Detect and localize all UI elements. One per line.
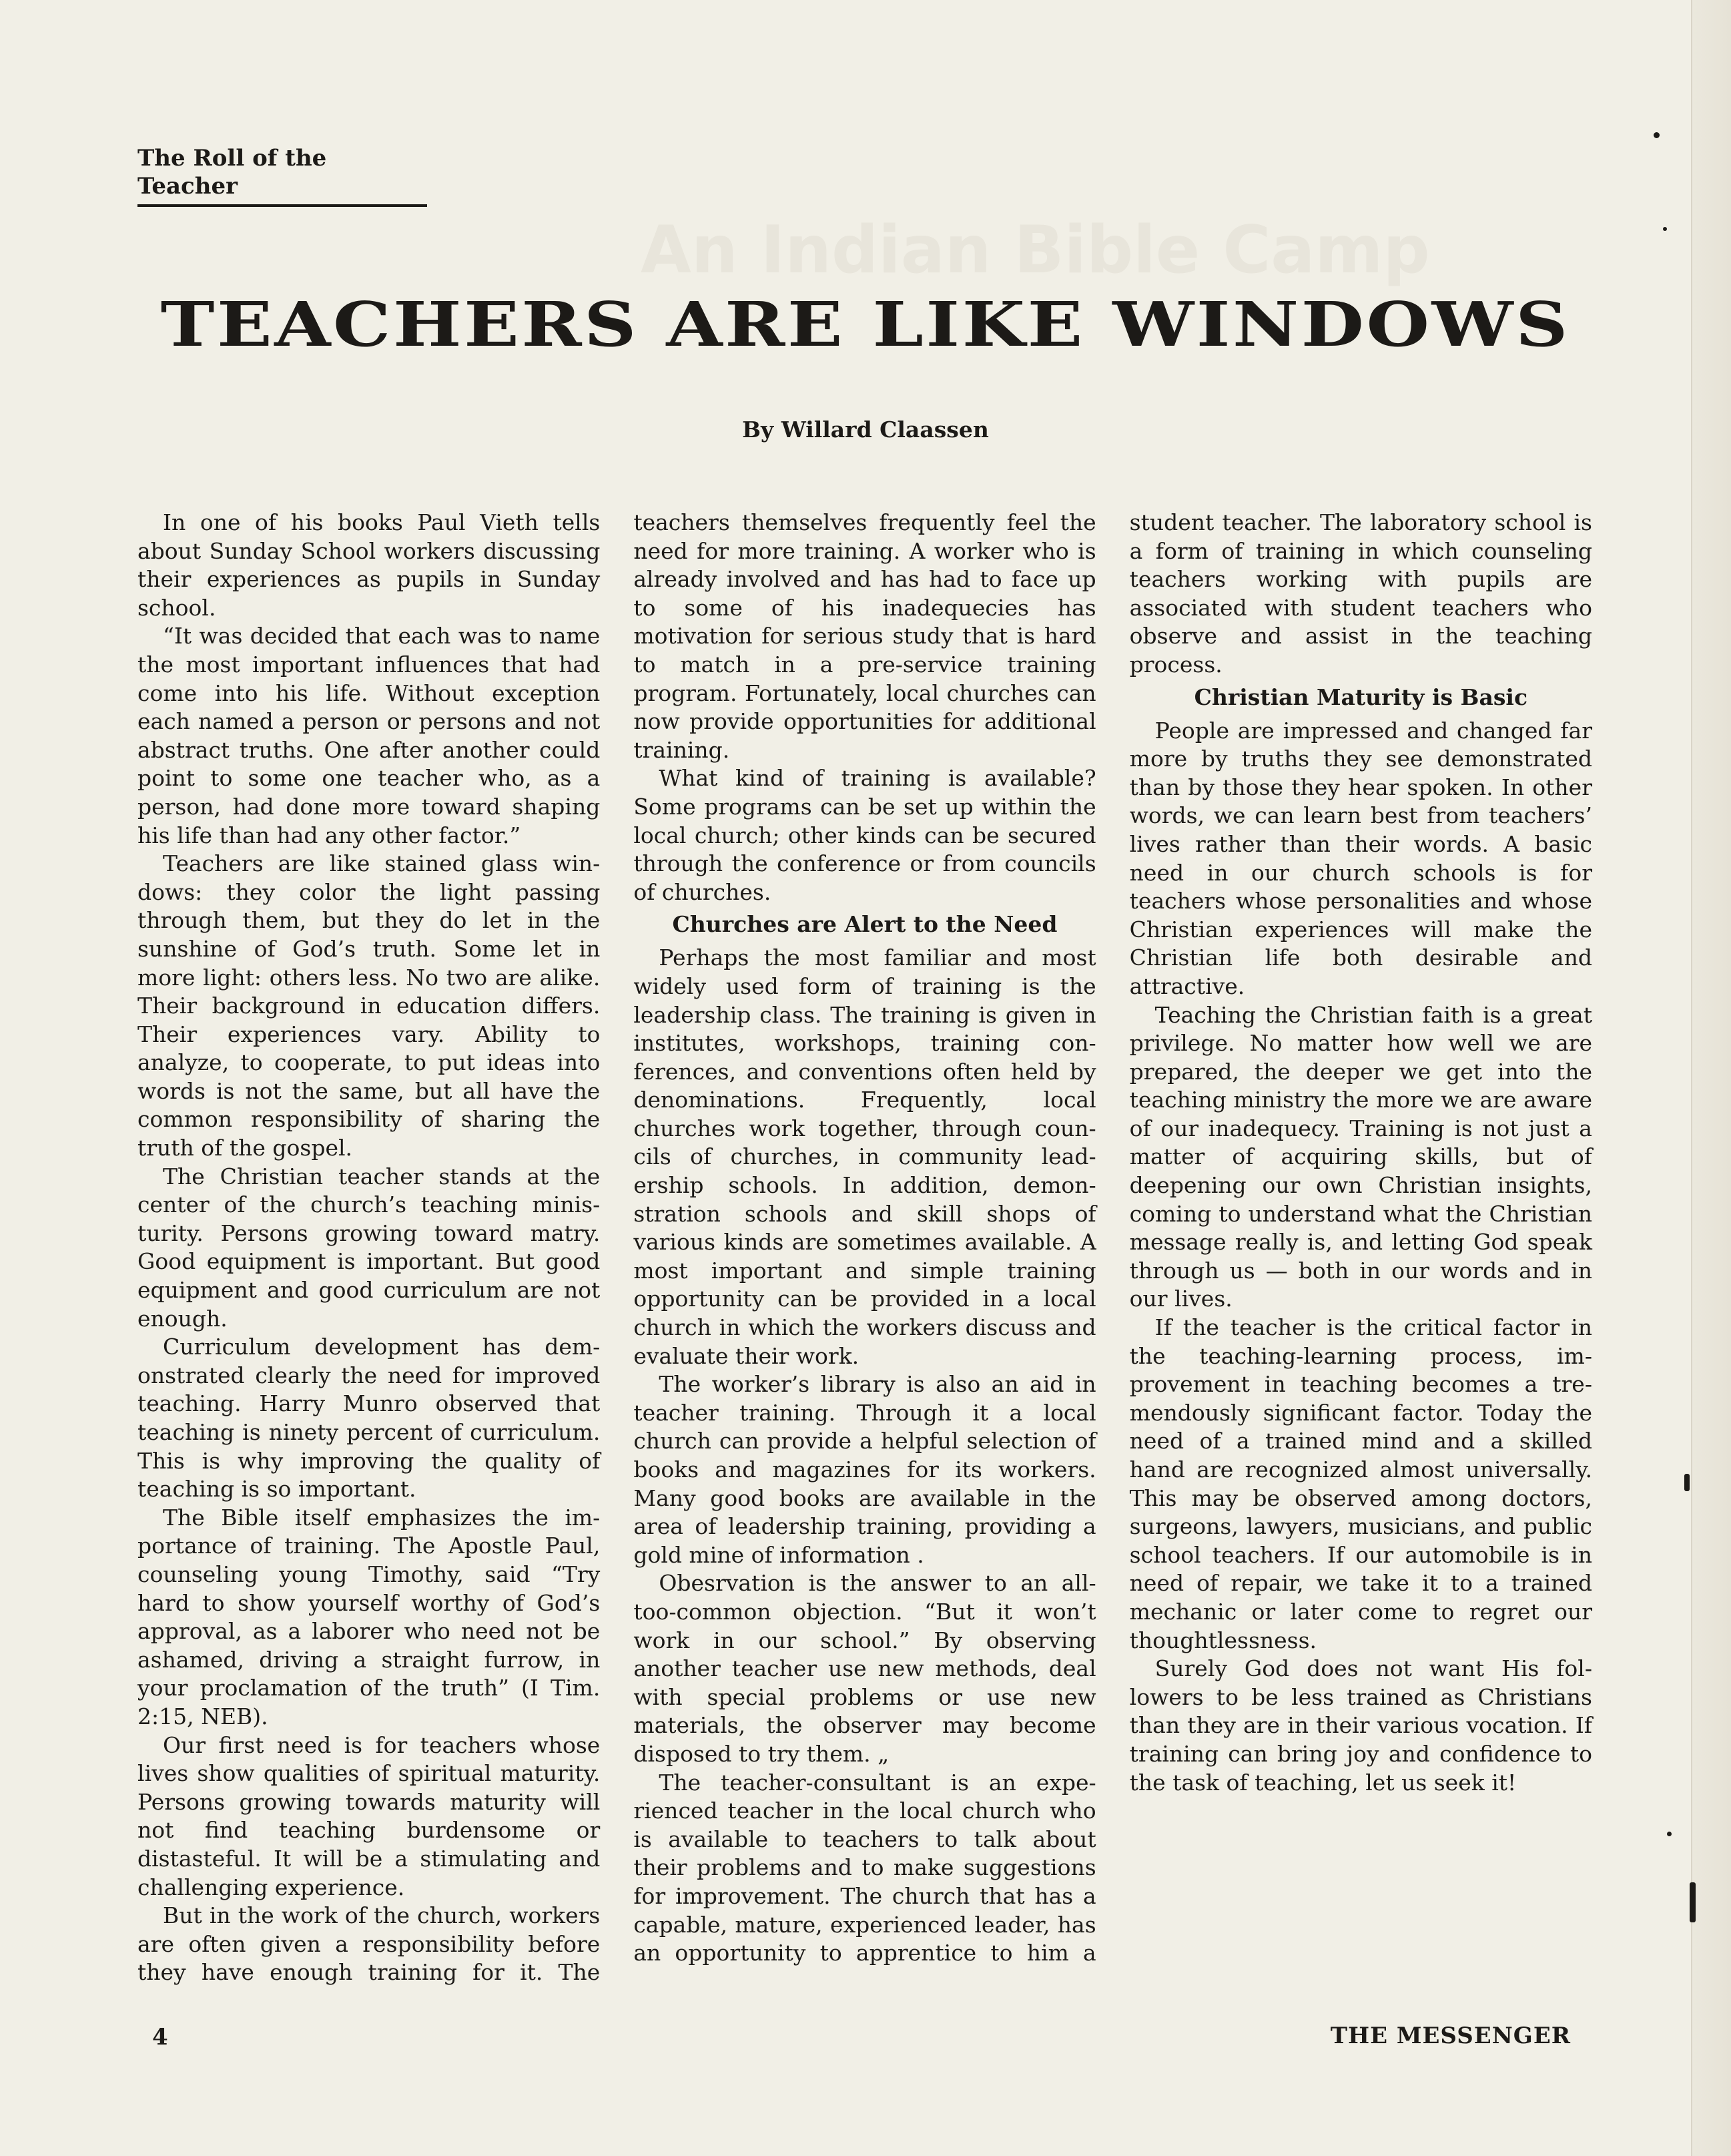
paragraph: Teachers are like stained glass windows: they color the light passing through them, but they do let in the sunshine of God’s truth. Some let in more light: others less. No two are alike. Their background in education differs. Their experiences vary. Ability to analyze, to cooperate, to put ideas into words is not the same, but all have the common responsibility of sharing the truth of the gospel. [137, 850, 601, 1161]
paragraph: The worker’s library is also an aid in teacher training. Through it a local church can provide a helpful selection of books and magazines for its workers. Many good books are available in the area of leadership training, providing a gold mine of information . [633, 1371, 1096, 1568]
subheading-christian-maturity: Christian Maturity is Basic [1194, 684, 1528, 710]
paragraph: “It was decided that each was to name the most important influences that had come into his life. Without exception each named a person or persons and not abstract truths. One after another could point to some one teacher who, as a person, had done more toward shaping his life than had any other factor.” [137, 623, 601, 848]
byline: By Willard Claassen [742, 417, 989, 443]
paragraph: Obesrvation is the answer to an all-too-common objection. “But it won’t work in our school.” By observing another teacher use new methods, deal with special problems or use new materials, the observer may become disposed to try them. „ [633, 1570, 1096, 1767]
paragraph: Surely God does not want His followers to be less trained as Christians than they are in their various vocation. If training can bring joy and confidence to the task of teaching, let us seek it! [1129, 1655, 1592, 1796]
paragraph: But in the work of the church, workers are often given a responsibility before they have enough training for it. The teachers themselves frequently feel the need for more training. A worker who is already involved and has had to face up to some of his inadequecies has motivation for serious study that is hard to match in a pre-service training program. Fortunately, local churches can now provide opportunities for additional training. [137, 509, 1096, 1986]
section-label: The Roll of the Teacher [137, 144, 427, 207]
bleed-through-text: An Indian Bible Camp [641, 212, 1430, 288]
paragraph: If the teacher is the critical factor in the teaching-learning process, improvement in teaching becomes a tremendously significant factor. Today the need of a trained mind and a skilled hand are recognized almost universally. This may be observed among doctors, surgeons, lawyers, musicians, and public school teachers. If our automobile is in need of repair, we take it to a trained mechanic or later come to regret our thoughtlessness. [1129, 1314, 1592, 1653]
print-speck [1663, 227, 1667, 231]
paragraph: What kind of training is available? Some programs can be set up within the local church; other kinds can be secured through the conference or from councils of churches. [633, 765, 1096, 905]
paragraph: Curriculum development has demonstrated clearly the need for improved teaching. Harry Munro observed that teaching is ninety percent of curriculum. This is why improving the quality of teaching is so important. [137, 1334, 601, 1503]
subheading-churches-alert: Churches are Alert to the Need [672, 911, 1058, 938]
print-speck [1654, 132, 1660, 138]
page-number: 4 [152, 2024, 168, 2051]
article-title: TEACHERS ARE LIKE WINDOWS [160, 288, 1570, 360]
paragraph: The Christian teacher stands at the center of the church’s teaching ministurity. Persons growing toward matry. Good equipment is important. But good equipment and good curriculum are not enough. [137, 1163, 601, 1332]
magazine-name: THE MESSENGER [1330, 2023, 1571, 2049]
paragraph: Perhaps the most familiar and most widely used form of training is the leadership class. The training is given in institutes, workshops, training conferences, and conventions often held by denominations. Frequently, local churches work together, through councils of churches, in community leadership schools. In addition, demonstration schools and skill shops of various kinds are sometimes available. A most important and simple training opportunity can be provided in a local church in which the workers discuss and evaluate their work. [633, 945, 1096, 1369]
print-speck [1684, 1474, 1690, 1491]
paragraph: The teacher-consultant is an experienced teacher in the local church who is available to teachers to talk about their problems and to make suggestions for improvement. The church that has a capable, mature, experienced leader, has an opportunity to apprentice to him a student teacher. The laboratory school is a form of training in which counseling teachers working with pupils are associated with student teachers who observe and assist in the teaching process. [633, 509, 1592, 1966]
paragraph: Teaching the Christian faith is a great privilege. No matter how well we are prepared, the deeper we get into the teaching ministry the more we are aware of our inadequecy. Training is not just a matter of acquiring skills, but of deepening our own Christian insights, coming to understand what the Christian message really is, and letting God speak through us — both in our words and in our lives. [1129, 1001, 1592, 1312]
paragraph: Our first need is for teachers whose lives show qualities of spiritual maturity. Persons growing towards maturity will not find teaching burdensome or distasteful. It will be a stimulating and challenging experience. [137, 1731, 601, 1900]
paragraph: People are impressed and changed far more by truths they see demonstrated than by those they hear spoken. In other words, we can learn best from teachers’ lives rather than their words. A basic need in our church schools is for teachers whose personalities and whose Christian experiences will make the Christian life both desirable and attractive. [1129, 717, 1592, 999]
paragraph: In one of his books Paul Vieth tells about Sunday School workers discussing their experiences as pupils in Sunday school. [137, 509, 601, 621]
print-speck [1667, 1832, 1672, 1836]
article-body [137, 509, 1592, 1990]
paragraph: The Bible itself emphasizes the importance of training. The Apostle Paul, counseling young Timothy, said “Try hard to show yourself worthy of God’s approval, as a laborer who need not be ashamed, driving a straight furrow, in your proclamation of the truth” (I Tim. 2:15, NEB). [137, 1504, 601, 1729]
print-speck [1690, 1882, 1696, 1922]
